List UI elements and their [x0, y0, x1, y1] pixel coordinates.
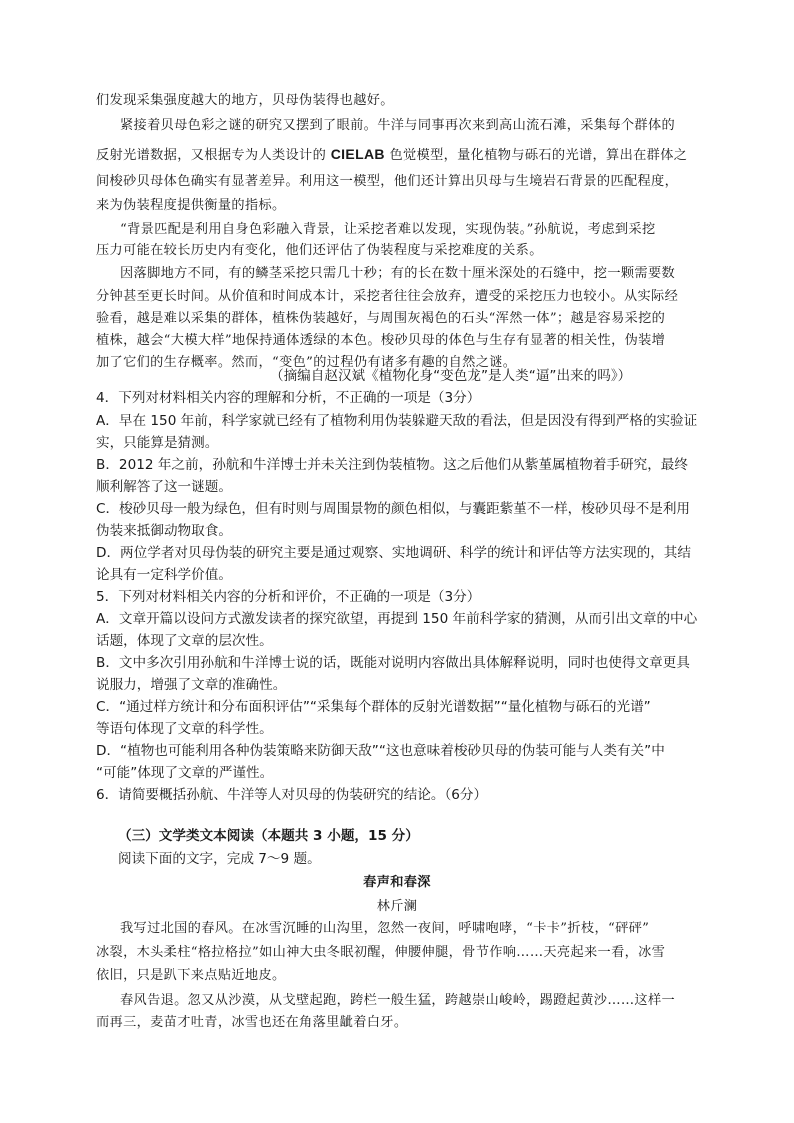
passage-text: 色觉模型，量化植物与砾石的光谱，算出在群体之	[389, 148, 688, 163]
q4-option-b-cont: 顺利解答了这一谜题。	[96, 479, 232, 495]
article-line: 冰裂，木头柔柱“格拉格拉”如山神大虫冬眠初醒，伸腰伸腿，骨节作响……天亮起来一看，冰雪	[96, 945, 666, 960]
article-author: 林斤澜	[376, 899, 418, 914]
q5-option-a-cont: 话题，体现了文章的层次性。	[96, 633, 273, 649]
q5-option-c-cont: 等语句体现了文章的科学性。	[96, 721, 273, 737]
article-line: 春风告退。忽又从沙漠，从戈壁起跑，跨栏一般生猛，跨越崇山峻岭，踢蹬起黄沙……这样一	[120, 993, 676, 1008]
q4-option-c: C．梭砂贝母一般为绿色，但有时则与周围景物的颜色相似，与囊距紫堇不一样，梭砂贝母不是利用	[96, 501, 691, 517]
section-instruction: 阅读下面的文字，完成 7～9 题。	[118, 851, 321, 867]
q5-option-c: C．“通过样方统计和分布面积评估”“采集每个群体的反射光谱数据”“量化植物与砾石的光谱”	[96, 699, 651, 715]
cielab-term: CIELAB	[330, 146, 385, 162]
passage-text: 反射光谱数据，又根据专为人类设计的	[96, 148, 327, 163]
q4-option-a: A．早在 150 年前，科学家就已经有了植物利用伪装躲避天敌的看法，但是因没有得到严格的实验证	[96, 413, 698, 429]
q4-option-b: B．2012 年之前，孙航和牛洋博士并未关注到伪装植物。这之后他们从紫堇属植物着手研究，最终	[96, 457, 688, 473]
q5-option-d-cont: “可能”体现了文章的严谨性。	[96, 765, 274, 781]
q4-option-d: D．两位学者对贝母伪装的研究主要是通过观察、实地调研、科学的统计和评估等方法实现的，其结	[96, 545, 691, 561]
question-6: 6．请简要概括孙航、牛洋等人对贝母的伪装研究的结论。（6分）	[96, 787, 488, 803]
article-title: 春声和春深	[363, 875, 431, 890]
article-line: 而再三，麦苗才吐青，冰雪也还在角落里龇着白牙。	[96, 1015, 408, 1030]
passage-line: 间梭砂贝母体色确实有显著差异。利用这一模型，他们还计算出贝母与生境岩石背景的匹配程度，	[96, 174, 679, 189]
q5-option-b-cont: 说服力，增强了文章的准确性。	[96, 677, 287, 693]
q5-option-a: A．文章开篇以设问方式激发读者的探究欲望，再提到 150 年前科学家的猜测，从而引出文章的中心	[96, 611, 698, 627]
passage-line: 压力可能在较长历史内有变化，他们还评估了伪装程度与采挖难度的关系。	[96, 243, 543, 258]
passage-line: 因落脚地方不同，有的鳞茎采挖只需几十秒；有的长在数十厘米深处的石缝中，挖一颗需要数	[120, 266, 676, 281]
passage-line: 植株，越会“大模大样”地保持通体透绿的本色。梭砂贝母的体色与生存有显著的相关性，伪装增	[96, 333, 666, 348]
question-4: 4．下列对材料相关内容的理解和分析，不正确的一项是（3分）	[96, 390, 481, 406]
passage-line: “背景匹配是利用自身色彩融入背景，让采挖者难以发现，实现伪装。”孙航说，考虑到采挖	[120, 222, 656, 237]
q4-option-a-cont: 实，只能算是猜测。	[96, 435, 219, 451]
section-heading: （三）文学类文本阅读（本题共 3 小题，15 分）	[118, 828, 419, 844]
passage-line: 分钟甚至更长时间。从价值和时间成本计，采挖者往往会放弃，遭受的采挖压力也较小。从实际经	[96, 289, 679, 304]
question-5: 5．下列对材料相关内容的分析和评价，不正确的一项是（3分）	[96, 589, 481, 605]
passage-line: 来为伪装程度提供衡量的指标。	[96, 198, 286, 213]
article-line: 依旧，只是趴下来点贴近地皮。	[96, 968, 286, 983]
passage-line: 加了它们的生存概率。然而，“变色”的过程仍有诸多有趣的自然之谜。	[96, 355, 517, 370]
q5-option-b: B．文中多次引用孙航和牛洋博士说的话，既能对说明内容做出具体解释说明，同时也使得文章更具	[96, 655, 690, 671]
source-citation: （摘编自赵汉斌《植物化身“变色龙”是人类“逼”出来的吗》）	[270, 368, 632, 384]
article-line: 我写过北国的春风。在冰雪沉睡的山沟里，忽然一夜间，呼啸咆哮，“卡卡”折枝，“砰砰”	[120, 921, 650, 936]
passage-line-cielab	[96, 143, 687, 167]
q5-option-d: D．“植物也可能利用各种伪装策略来防御天敌”“这也意味着梭砂贝母的伪装可能与人类有关”中	[96, 743, 665, 759]
passage-line: 紧接着贝母色彩之谜的研究又摆到了眼前。牛洋与同事再次来到高山流石滩，采集每个群体的	[120, 118, 676, 133]
q4-option-d-cont: 论具有一定科学价值。	[96, 567, 232, 583]
passage-line: 们发现采集强度越大的地方，贝母伪装得也越好。	[96, 93, 394, 108]
passage-line: 验看，越是难以采集的群体，植株伪装越好，与周围灰褐色的石头“浑然一体”；越是容易采挖的	[96, 311, 666, 326]
q4-option-c-cont: 伪装来抵御动物取食。	[96, 523, 232, 539]
